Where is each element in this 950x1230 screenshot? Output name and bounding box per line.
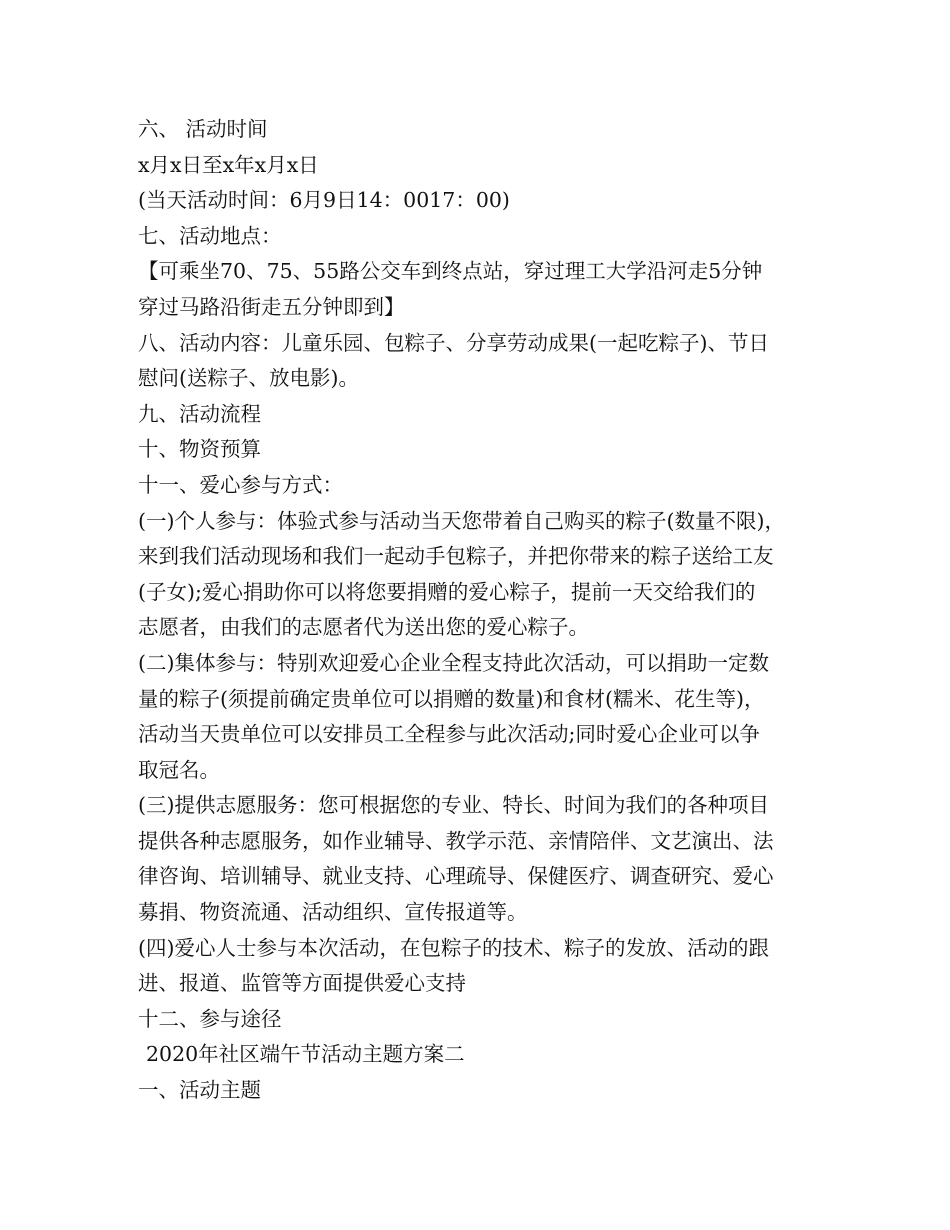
paragraph-line: 进、报道、监管等方面提供爱心支持 [138,971,466,996]
paragraph-line: 律咨询、培训辅导、就业支持、心理疏导、保健医疗、调查研究、爱心 [138,864,774,889]
paragraph-line: 量的粽子(须提前确定贵单位可以捐赠的数量)和食材(糯米、花生等)， [138,686,765,711]
plan-title: 2020年社区端午节活动主题方案二 [146,1042,465,1067]
paragraph-line: 来到我们活动现场和我们一起动手包粽子，并把你带来的粽子送给工友 [138,544,774,569]
section-heading-activity-time: 六、 活动时间 [138,117,268,141]
paragraph-line: (子女);爱心捐助你可以将您要捐赠的爱心粽子，提前一天交给我们的 [138,579,756,604]
paragraph-line: (二)集体参与：特别欢迎爱心企业全程支持此次活动，可以捐助一定数 [138,650,769,675]
section-heading-participation-methods: 十一、爱心参与方式： [138,472,343,497]
paragraph-line: 【可乘坐70、75、55路公交车到终点站，穿过理工大学沿河走5分钟 [138,259,763,284]
section-heading-activity-process: 九、活动流程 [138,401,261,426]
section-heading-activity-theme: 一、活动主题 [138,1078,261,1103]
paragraph-line: 提供各种志愿服务，如作业辅导、教学示范、亲情陪伴、文艺演出、法 [138,828,774,853]
paragraph-line: 慰问(送粽子、放电影)。 [138,366,359,391]
paragraph-line: (四)爱心人士参与本次活动，在包粽子的技术、粽子的发放、活动的跟 [138,935,769,960]
section-heading-activity-content: 八、活动内容：儿童乐园、包粽子、分享劳动成果(一起吃粽子)、节日 [138,330,769,355]
paragraph-line: 志愿者，由我们的志愿者代为送出您的爱心粽子。 [138,615,589,640]
section-heading-material-budget: 十、物资预算 [138,437,261,462]
paragraph-line: 取冠名。 [138,757,220,782]
section-heading-participation-channels: 十二、参与途径 [138,1006,282,1031]
paragraph-line: 穿过马路沿街走五分钟即到】 [138,294,405,319]
section-heading-activity-location: 七、活动地点： [138,223,282,248]
paragraph-line: (当天活动时间：6月9日14：0017：00) [138,188,510,213]
paragraph-line: (三)提供志愿服务：您可根据您的专业、特长、时间为我们的各种项目 [138,793,769,818]
document-body [138,112,828,1109]
paragraph-line: 募捐、物资流通、活动组织、宣传报道等。 [138,900,528,925]
paragraph-line: x月x日至x年x月x日 [138,152,319,177]
paragraph-line: 活动当天贵单位可以安排员工全程参与此次活动;同时爱心企业可以争 [138,722,760,747]
paragraph-line: (一)个人参与：体验式参与活动当天您带着自己购买的粽子(数量不限)， [138,508,785,533]
